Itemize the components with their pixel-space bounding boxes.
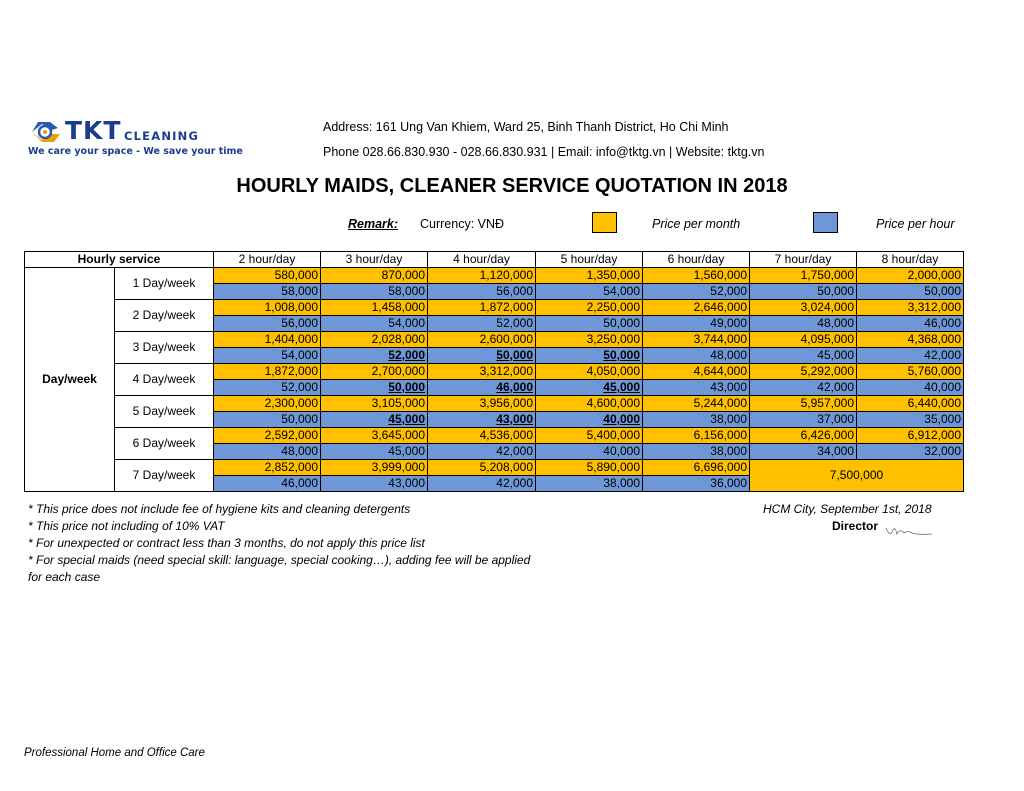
hour-price-cell: 35,000: [857, 412, 964, 428]
month-price-cell: 6,440,000: [857, 396, 964, 412]
hour-price-cell: 42,000: [428, 444, 536, 460]
month-price-cell: 6,426,000: [750, 428, 857, 444]
remark-label: Remark:: [348, 217, 399, 231]
hour-price-cell: 52,000: [643, 284, 750, 300]
column-header: 6 hour/day: [643, 252, 750, 268]
note-line: * This price not including of 10% VAT: [28, 519, 225, 533]
row-label: 3 Day/week: [115, 332, 214, 364]
hour-price-cell: 40,000: [536, 412, 643, 428]
row-label: 4 Day/week: [115, 364, 214, 396]
hour-price-cell: 43,000: [321, 476, 428, 492]
hour-color-swatch: [813, 212, 838, 233]
hour-price-cell: 43,000: [643, 380, 750, 396]
company-contact: Phone 028.66.830.930 - 028.66.830.931 | Email: info@tktg.vn | Website: tktg.vn: [323, 145, 765, 159]
hour-price-cell: 43,000: [428, 412, 536, 428]
month-price-cell: 3,999,000: [321, 460, 428, 476]
hour-price-cell: 54,000: [321, 316, 428, 332]
month-price-cell: 4,050,000: [536, 364, 643, 380]
month-price-cell: 1,404,000: [214, 332, 321, 348]
month-price-cell: 2,600,000: [428, 332, 536, 348]
hour-legend-label: Price per hour: [876, 217, 955, 231]
table-row-month: [25, 428, 964, 444]
month-price-cell: 1,350,000: [536, 268, 643, 284]
note-line: * For special maids (need special skill: language, special cooking…), adding fee will be applied: [28, 553, 531, 567]
corner-header: Hourly service: [25, 252, 214, 268]
month-price-cell: 2,700,000: [321, 364, 428, 380]
logo-tagline: We care your space - We save your time: [28, 146, 243, 157]
month-price-cell: 6,696,000: [643, 460, 750, 476]
table-row-month: [25, 396, 964, 412]
hour-price-cell: 46,000: [857, 316, 964, 332]
company-logo: [28, 116, 243, 162]
hour-price-cell: 50,000: [321, 380, 428, 396]
month-legend-label: Price per month: [652, 217, 741, 231]
month-price-cell: 2,646,000: [643, 300, 750, 316]
month-price-cell: 3,956,000: [428, 396, 536, 412]
page-title: HOURLY MAIDS, CLEANER SERVICE QUOTATION IN 2018: [236, 175, 788, 197]
company-address: Address: 161 Ung Van Khiem, Ward 25, Binh Thanh District, Ho Chi Minh: [323, 120, 729, 134]
table-row-month: [25, 300, 964, 316]
quotation-table: [24, 251, 964, 492]
hour-price-cell: 50,000: [536, 348, 643, 364]
hour-price-cell: 46,000: [428, 380, 536, 396]
month-price-cell: 1,750,000: [750, 268, 857, 284]
hour-price-cell: 54,000: [214, 348, 321, 364]
month-price-cell: 3,744,000: [643, 332, 750, 348]
hour-price-cell: 50,000: [750, 284, 857, 300]
month-price-cell: 5,957,000: [750, 396, 857, 412]
month-price-cell: 3,024,000: [750, 300, 857, 316]
month-price-cell: 1,120,000: [428, 268, 536, 284]
month-price-cell: 2,852,000: [214, 460, 321, 476]
month-price-cell: 4,536,000: [428, 428, 536, 444]
note-line: for each case: [28, 570, 101, 584]
month-price-cell: 5,400,000: [536, 428, 643, 444]
hour-price-cell: 32,000: [857, 444, 964, 460]
hour-price-cell: 58,000: [321, 284, 428, 300]
note-line: * For unexpected or contract less than 3 months, do not apply this price list: [28, 536, 425, 550]
hour-price-cell: 48,000: [214, 444, 321, 460]
row-label: 5 Day/week: [115, 396, 214, 428]
hour-price-cell: 50,000: [536, 316, 643, 332]
hour-price-cell: 34,000: [750, 444, 857, 460]
hour-price-cell: 54,000: [536, 284, 643, 300]
hour-price-cell: 40,000: [536, 444, 643, 460]
month-price-cell: 2,592,000: [214, 428, 321, 444]
month-price-cell: 4,095,000: [750, 332, 857, 348]
month-price-cell: 3,312,000: [428, 364, 536, 380]
hour-price-cell: 52,000: [321, 348, 428, 364]
hour-price-cell: 40,000: [857, 380, 964, 396]
table-row-month: [25, 332, 964, 348]
month-price-cell: 5,760,000: [857, 364, 964, 380]
hour-price-cell: 42,000: [428, 476, 536, 492]
hour-price-cell: 38,000: [643, 444, 750, 460]
month-price-cell: 1,872,000: [428, 300, 536, 316]
month-price-cell: 1,560,000: [643, 268, 750, 284]
hour-price-cell: 42,000: [750, 380, 857, 396]
hour-price-cell: 45,000: [321, 444, 428, 460]
director-label: Director: [832, 519, 879, 533]
hour-price-cell: 46,000: [214, 476, 321, 492]
hour-price-cell: 58,000: [214, 284, 321, 300]
logo-gear-icon: [28, 118, 62, 146]
row-label: 6 Day/week: [115, 428, 214, 460]
month-price-cell: 580,000: [214, 268, 321, 284]
month-price-cell: 1,872,000: [214, 364, 321, 380]
table-row-month: [25, 268, 964, 284]
month-price-cell: 3,645,000: [321, 428, 428, 444]
hour-price-cell: 50,000: [214, 412, 321, 428]
month-price-cell: 4,644,000: [643, 364, 750, 380]
hour-price-cell: 49,000: [643, 316, 750, 332]
hour-price-cell: 38,000: [536, 476, 643, 492]
hour-price-cell: 50,000: [428, 348, 536, 364]
hour-price-cell: 50,000: [857, 284, 964, 300]
month-price-cell: 1,008,000: [214, 300, 321, 316]
month-price-cell: 870,000: [321, 268, 428, 284]
month-price-cell: 2,000,000: [857, 268, 964, 284]
hour-price-cell: 45,000: [536, 380, 643, 396]
month-price-cell: 5,244,000: [643, 396, 750, 412]
city-date: HCM City, September 1st, 2018: [763, 502, 932, 516]
month-price-cell: 2,250,000: [536, 300, 643, 316]
hour-price-cell: 45,000: [321, 412, 428, 428]
row-label: 1 Day/week: [115, 268, 214, 300]
hour-price-cell: 48,000: [750, 316, 857, 332]
hour-price-cell: 42,000: [857, 348, 964, 364]
month-price-cell: 4,368,000: [857, 332, 964, 348]
logo-subtext: CLEANING: [124, 129, 200, 143]
month-price-cell: 5,890,000: [536, 460, 643, 476]
row-group-label: Day/week: [25, 268, 115, 492]
month-price-cell: 2,028,000: [321, 332, 428, 348]
table-row-month: [25, 364, 964, 380]
footer-text: Professional Home and Office Care: [24, 747, 205, 759]
month-price-cell: 5,208,000: [428, 460, 536, 476]
signature-icon: [884, 524, 934, 540]
month-price-cell: 6,912,000: [857, 428, 964, 444]
month-color-swatch: [592, 212, 617, 233]
merged-price-cell: 7,500,000: [750, 460, 964, 492]
month-price-cell: 3,250,000: [536, 332, 643, 348]
month-price-cell: 3,105,000: [321, 396, 428, 412]
row-label: 2 Day/week: [115, 300, 214, 332]
hour-price-cell: 52,000: [428, 316, 536, 332]
column-header: 8 hour/day: [857, 252, 964, 268]
month-price-cell: 1,458,000: [321, 300, 428, 316]
table-row-month: [25, 460, 964, 476]
logo-text: TKT: [65, 116, 122, 145]
hour-price-cell: 56,000: [428, 284, 536, 300]
table-header-row: [25, 252, 964, 268]
hour-price-cell: 48,000: [643, 348, 750, 364]
month-price-cell: 6,156,000: [643, 428, 750, 444]
column-header: 3 hour/day: [321, 252, 428, 268]
month-price-cell: 4,600,000: [536, 396, 643, 412]
hour-price-cell: 52,000: [214, 380, 321, 396]
currency-label: Currency: VNĐ: [420, 217, 505, 231]
column-header: 4 hour/day: [428, 252, 536, 268]
column-header: 2 hour/day: [214, 252, 321, 268]
column-header: 5 hour/day: [536, 252, 643, 268]
hour-price-cell: 45,000: [750, 348, 857, 364]
hour-price-cell: 36,000: [643, 476, 750, 492]
hour-price-cell: 56,000: [214, 316, 321, 332]
month-price-cell: 5,292,000: [750, 364, 857, 380]
row-label: 7 Day/week: [115, 460, 214, 492]
month-price-cell: 3,312,000: [857, 300, 964, 316]
column-header: 7 hour/day: [750, 252, 857, 268]
hour-price-cell: 37,000: [750, 412, 857, 428]
hour-price-cell: 38,000: [643, 412, 750, 428]
month-price-cell: 2,300,000: [214, 396, 321, 412]
note-line: * This price does not include fee of hygiene kits and cleaning detergents: [28, 502, 411, 516]
